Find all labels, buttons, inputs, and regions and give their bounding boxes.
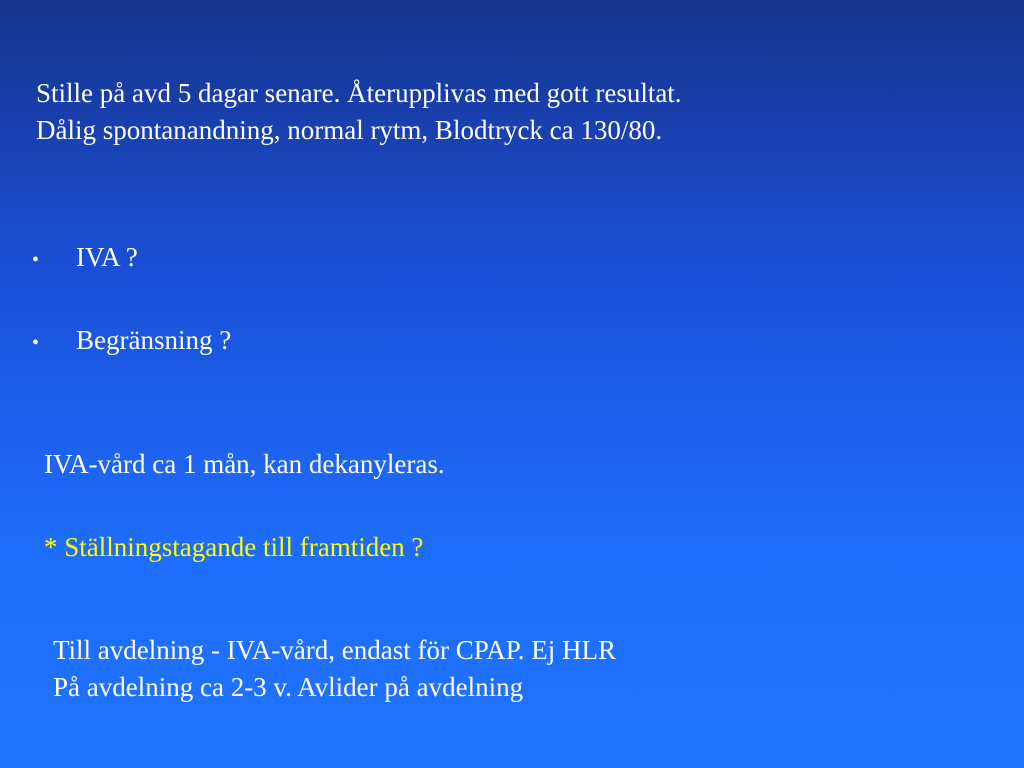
iva-care-text: IVA-vård ca 1 mån, kan dekanyleras. [44,449,445,479]
bullet-list [32,239,231,405]
bullet-text-begransning: Begränsning ? [76,325,232,355]
future-question-text: * Ställningstagande till framtiden ? [44,532,424,562]
intro-line-1: Stille på avd 5 dagar senare. Återupplivas med gott resultat. [36,78,682,108]
outcome-line-2: På avdelning ca 2-3 v. Avlider på avdelning [53,672,524,702]
intro-line-2: Dålig spontanandning, normal rytm, Blodtryck ca 130/80. [36,115,663,145]
bullet-item-iva [32,239,231,276]
outcome-line-1: Till avdelning - IVA-vård, endast för CPAP. Ej HLR [53,635,617,665]
bullet-icon: • [32,249,40,271]
bullet-text-iva: IVA ? [76,242,138,272]
bullet-item-begransning [32,322,231,359]
bullet-icon: • [32,332,40,354]
outcome-text [53,632,616,706]
intro-text [36,75,682,149]
